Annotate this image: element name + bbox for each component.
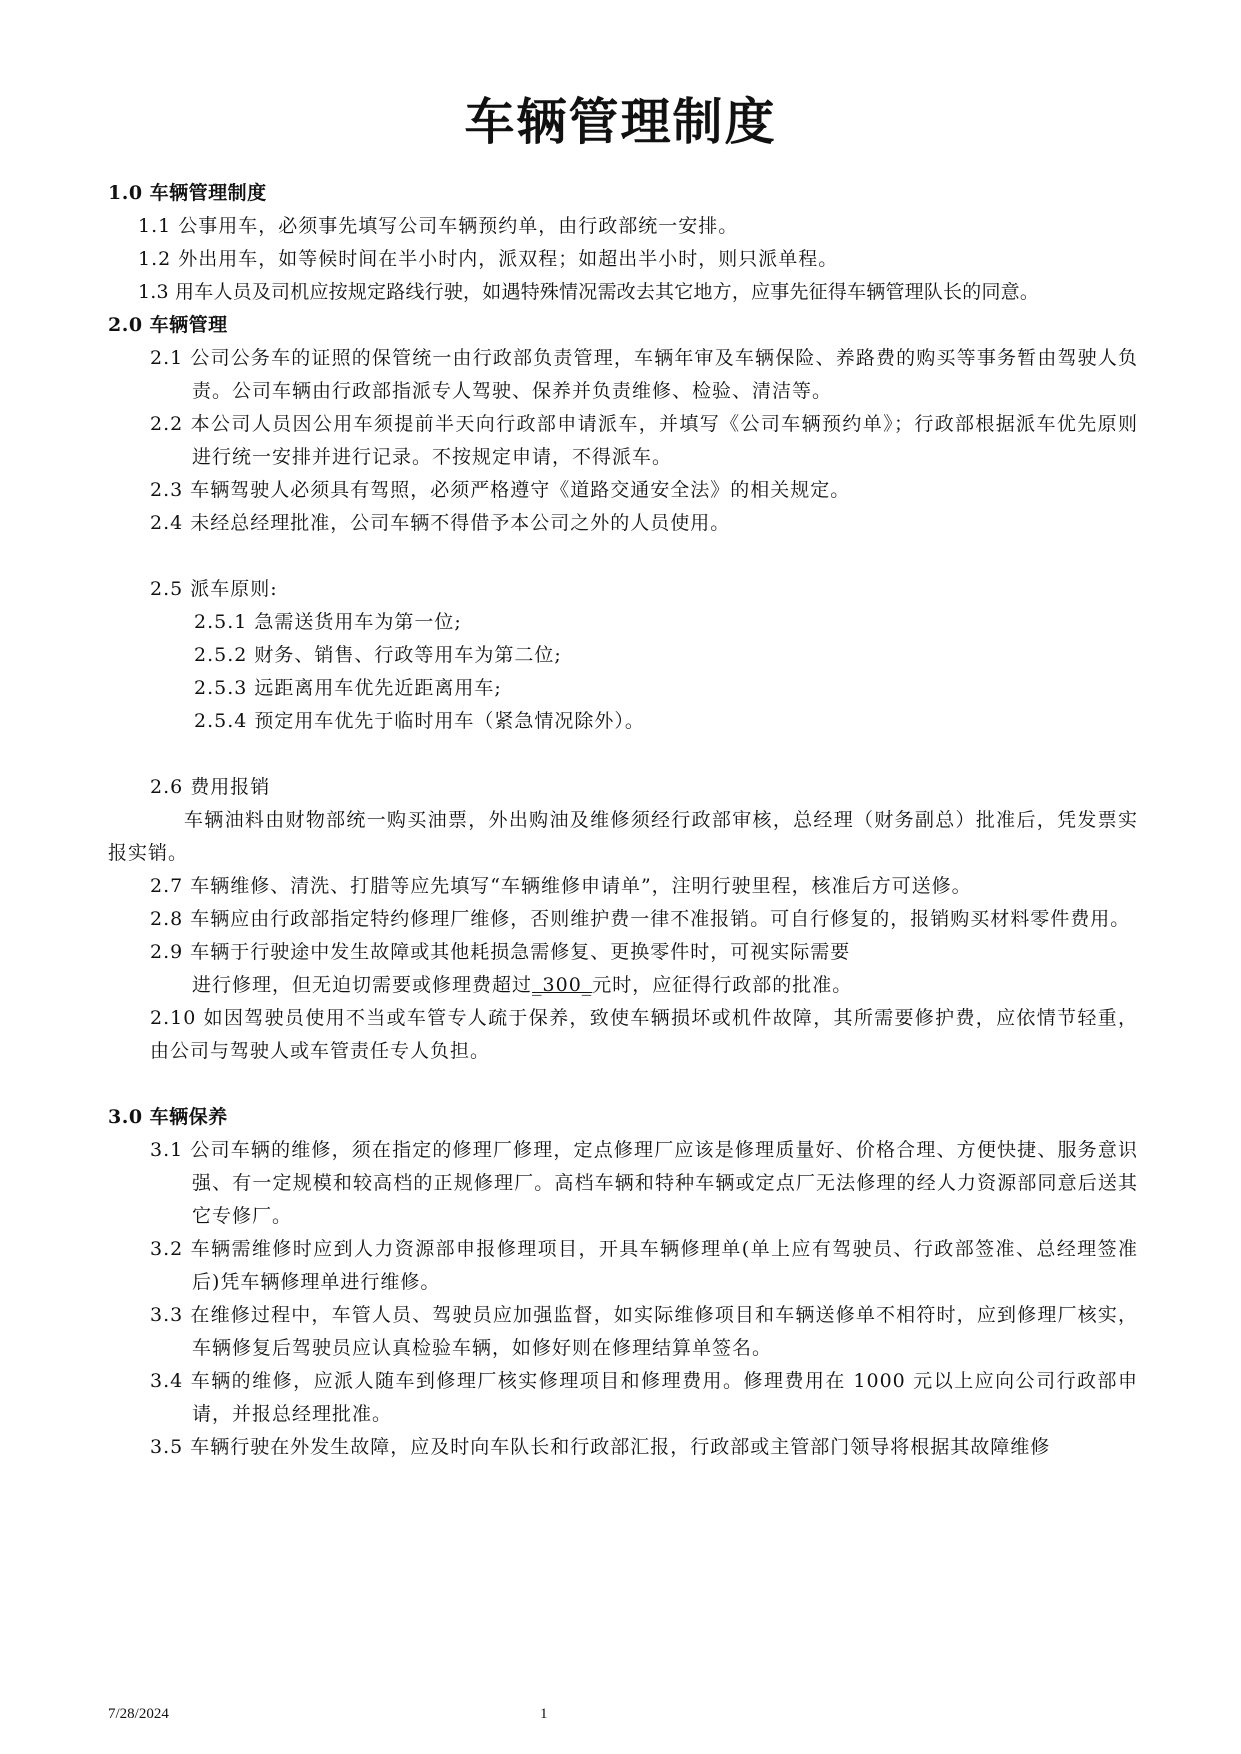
clause: 3.2 车辆需维修时应到人力资源部申报修理项目，开具车辆修理单(单上应有驾驶员、行政部签准、总经理签准后)凭车辆修理单进行维修。	[150, 1238, 1138, 1293]
sub-clause: 2.5.2 财务、销售、行政等用车为第二位;	[194, 644, 562, 666]
clause-text: 进行修理，但无迫切需要或修理费超过	[192, 974, 533, 996]
footer-date: 7/28/2024	[108, 1706, 169, 1722]
clause: 3.1 公司车辆的维修，须在指定的修理厂修理，定点修理厂应该是修理质量好、价格合理、方便快捷、服务意识强、有一定规模和较高档的正规修理厂。高档车辆和特种车辆或定点厂无法修理的经人力资源部同意后送其它专修厂。	[150, 1139, 1138, 1227]
clause: 3.4 车辆的维修，应派人随车到修理厂核实修理项目和修理费用。修理费用在 1000 元以上应向公司行政部申请，并报总经理批准。	[150, 1370, 1138, 1425]
page-number: 1	[540, 1706, 548, 1722]
clause: 2.4 未经总经理批准，公司车辆不得借予本公司之外的人员使用。	[150, 512, 731, 534]
clause: 3.5 车辆行驶在外发生故障，应及时向车队长和行政部汇报，行政部或主管部门领导将根据其故障维修	[150, 1436, 1051, 1458]
sub-clause: 2.5.4 预定用车优先于临时用车（紧急情况除外）。	[194, 710, 645, 732]
clause: 1.2 外出用车，如等候时间在半小时内，派双程；如超出半小时，则只派单程。	[138, 248, 839, 270]
clause: 2.6 费用报销	[150, 776, 271, 798]
clause-text: 2.8 车辆应由行政部指定特约修理厂维修，否则维护费一律不准报销。可自行修复的，报销购买材料零件费用。	[150, 908, 1131, 930]
section-heading: 3.0 车辆保养	[108, 1106, 228, 1128]
clause	[108, 903, 1138, 936]
clause: 2.3 车辆驾驶人必须具有驾照，必须严格遵守《道路交通安全法》的相关规定。	[150, 479, 851, 501]
clause: 2.10 如因驾驶员使用不当或车管专人疏于保养，致使车辆损坏或机件故障，其所需要修护费，应依情节轻重，由公司与驾驶人或车管责任专人负担。	[150, 1007, 1138, 1062]
clause-text: 元时，应征得行政部的批准。	[592, 974, 853, 996]
document-title: 车辆管理制度	[464, 93, 777, 151]
clause-continuation	[108, 969, 1138, 1002]
clause: 2.5 派车原则:	[150, 578, 278, 600]
clause: 2.9 车辆于行驶途中发生故障或其他耗损急需修复、更换零件时，可视实际需要	[150, 941, 851, 963]
clause: 2.7 车辆维修、清洗、打腊等应先填写“车辆维修申请单”，注明行驶里程，核准后方可送修。	[150, 875, 972, 897]
clause: 2.2 本公司人员因公用车须提前半天向行政部申请派车，并填写《公司车辆预约单》；行政部根据派车优先原则进行统一安排并进行记录。不按规定申请，不得派车。	[150, 413, 1138, 468]
amount-limit: _300_	[532, 974, 593, 996]
clause-body: 车辆油料由财物部统一购买油票，外出购油及维修须经行政部审核，总经理（财务副总）批准后，凭发票实报实销。	[108, 809, 1138, 864]
clause: 1.3 用车人员及司机应按规定路线行驶，如遇特殊情况需改去其它地方，应事先征得车辆管理队长的同意。	[138, 281, 1040, 303]
clause: 1.1 公事用车，必须事先填写公司车辆预约单，由行政部统一安排。	[138, 215, 739, 237]
document-body	[108, 177, 1138, 1464]
section-heading: 2.0 车辆管理	[108, 314, 228, 336]
sub-clause: 2.5.3 远距离用车优先近距离用车;	[194, 677, 502, 699]
clause: 2.1 公司公务车的证照的保管统一由行政部负责管理，车辆年审及车辆保险、养路费的购买等事务暂由驾驶人负责。公司车辆由行政部指派专人驾驶、保养并负责维修、检验、清洁等。	[150, 347, 1138, 402]
sub-clause: 2.5.1 急需送货用车为第一位;	[194, 611, 462, 633]
clause: 3.3 在维修过程中，车管人员、驾驶员应加强监督，如实际维修项目和车辆送修单不相符时，应到修理厂核实，车辆修复后驾驶员应认真检验车辆，如修好则在修理结算单签名。	[150, 1304, 1138, 1359]
section-heading: 1.0 车辆管理制度	[108, 182, 267, 204]
